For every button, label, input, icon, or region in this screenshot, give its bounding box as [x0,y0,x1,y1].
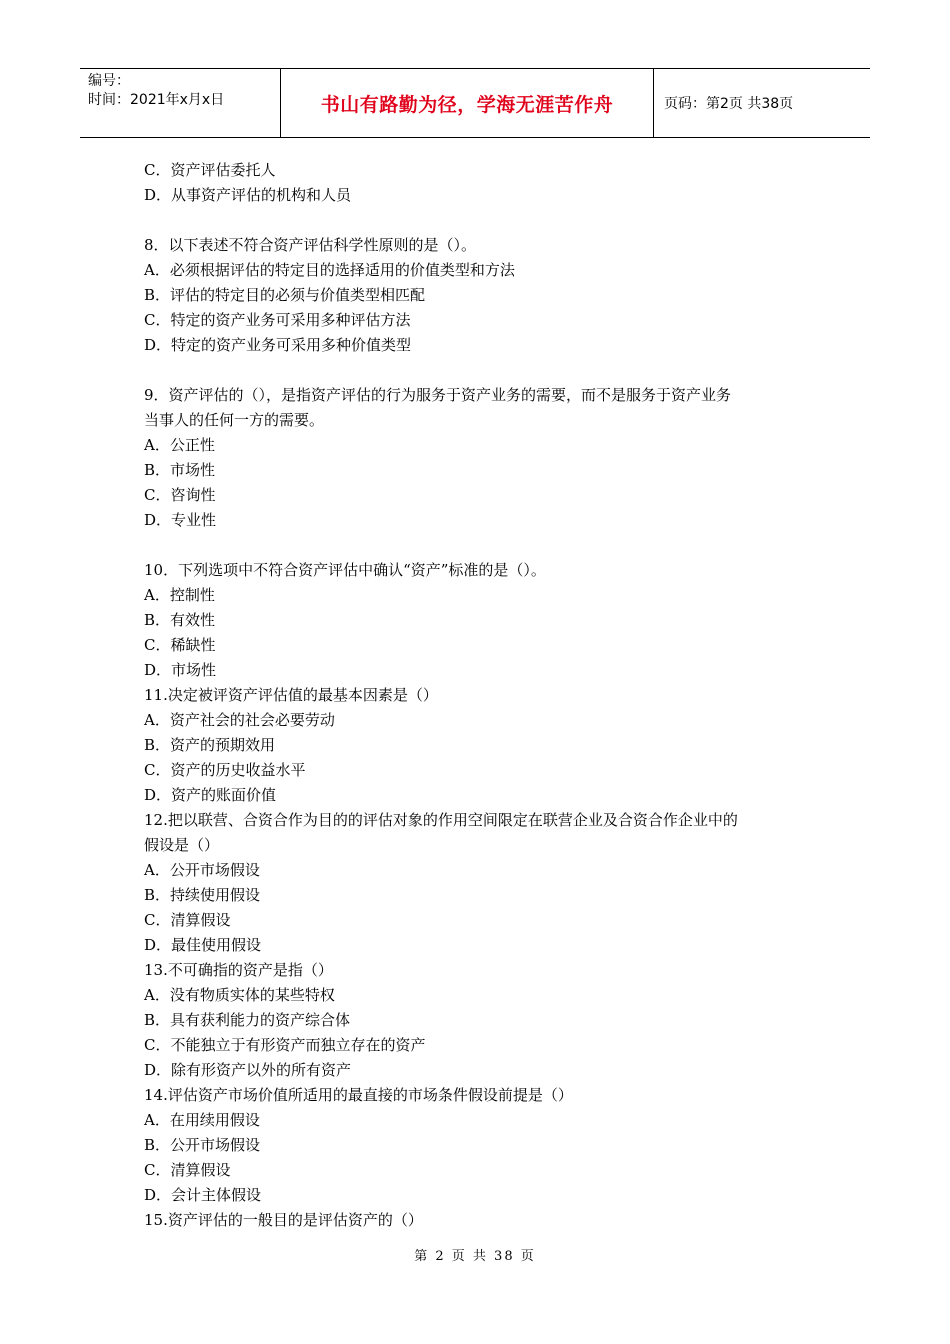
document-body [144,158,824,1233]
header-motto: 书山有路勤为径，学海无涯苦作舟 [281,69,654,137]
text-line: D．市场性 [144,661,217,679]
text-line: A．控制性 [144,586,215,604]
text-line: 9．资产评估的（），是指资产评估的行为服务于资产业务的需要，而不是服务于资产业务 [144,386,732,404]
text-line: B．公开市场假设 [144,1136,261,1154]
text-line: C．稀缺性 [144,636,216,654]
text-line: 15.资产评估的一般目的是评估资产的（） [144,1211,423,1229]
paragraph-gap [144,358,824,383]
header-meta [80,69,281,137]
text-line: B．有效性 [144,611,216,629]
text-line: A．公正性 [144,436,215,454]
text-line: B．评估的特定目的必须与价值类型相匹配 [144,286,426,304]
text-line: D．从事资产评估的机构和人员 [144,186,352,204]
text-line: B．具有获利能力的资产综合体 [144,1011,351,1029]
text-line: B．资产的预期效用 [144,736,276,754]
text-line: B．市场性 [144,461,216,479]
text-line: C．资产评估委托人 [144,161,276,179]
text-line: 11.决定被评资产评估值的最基本因素是（） [144,686,438,704]
text-line: 假设是（） [144,836,220,854]
document-number-label: 编号： [88,73,130,89]
text-line: A．必须根据评估的特定目的选择适用的价值类型和方法 [144,261,515,279]
text-line: A．没有物质实体的某些特权 [144,986,335,1004]
text-line: D．除有形资产以外的所有资产 [144,1061,352,1079]
paragraph-gap [144,208,824,233]
paragraph-gap [144,533,824,558]
text-line: C．清算假设 [144,1161,231,1179]
text-line: D．资产的账面价值 [144,786,277,804]
text-line: 12.把以联营、合资合作为目的的评估对象的作用空间限定在联营企业及合资合作企业中的 [144,811,738,829]
text-line: 14.评估资产市场价值所适用的最直接的市场条件假设前提是（） [144,1086,573,1104]
text-line: C．资产的历史收益水平 [144,761,306,779]
text-line: C．不能独立于有形资产而独立存在的资产 [144,1036,426,1054]
text-line: C．咨询性 [144,486,216,504]
text-line: D．专业性 [144,511,217,529]
text-line: 当事人的任何一方的需要。 [144,411,325,429]
text-line: D．最佳使用假设 [144,936,262,954]
page-header [80,68,870,138]
page-footer: 第 2 页 共 38 页 [414,1249,536,1264]
text-line: D．会计主体假设 [144,1186,262,1204]
text-line: B．持续使用假设 [144,886,261,904]
text-line: 10．下列选项中不符合资产评估中确认“资产”标准的是（）。 [144,561,546,579]
text-line: A．公开市场假设 [144,861,260,879]
text-line: 13.不可确指的资产是指（） [144,961,333,979]
header-page-info: 页码：第2页 共38页 [664,96,794,112]
text-line: C．清算假设 [144,911,231,929]
text-line: A．在用续用假设 [144,1111,260,1129]
text-line: D．特定的资产业务可采用多种价值类型 [144,336,412,354]
text-line: C．特定的资产业务可采用多种评估方法 [144,311,411,329]
text-line: A．资产社会的社会必要劳动 [144,711,335,729]
document-time-label: 时间：2021年x月x日 [88,92,225,108]
text-line: 8．以下表述不符合资产评估科学性原则的是（）。 [144,236,477,254]
